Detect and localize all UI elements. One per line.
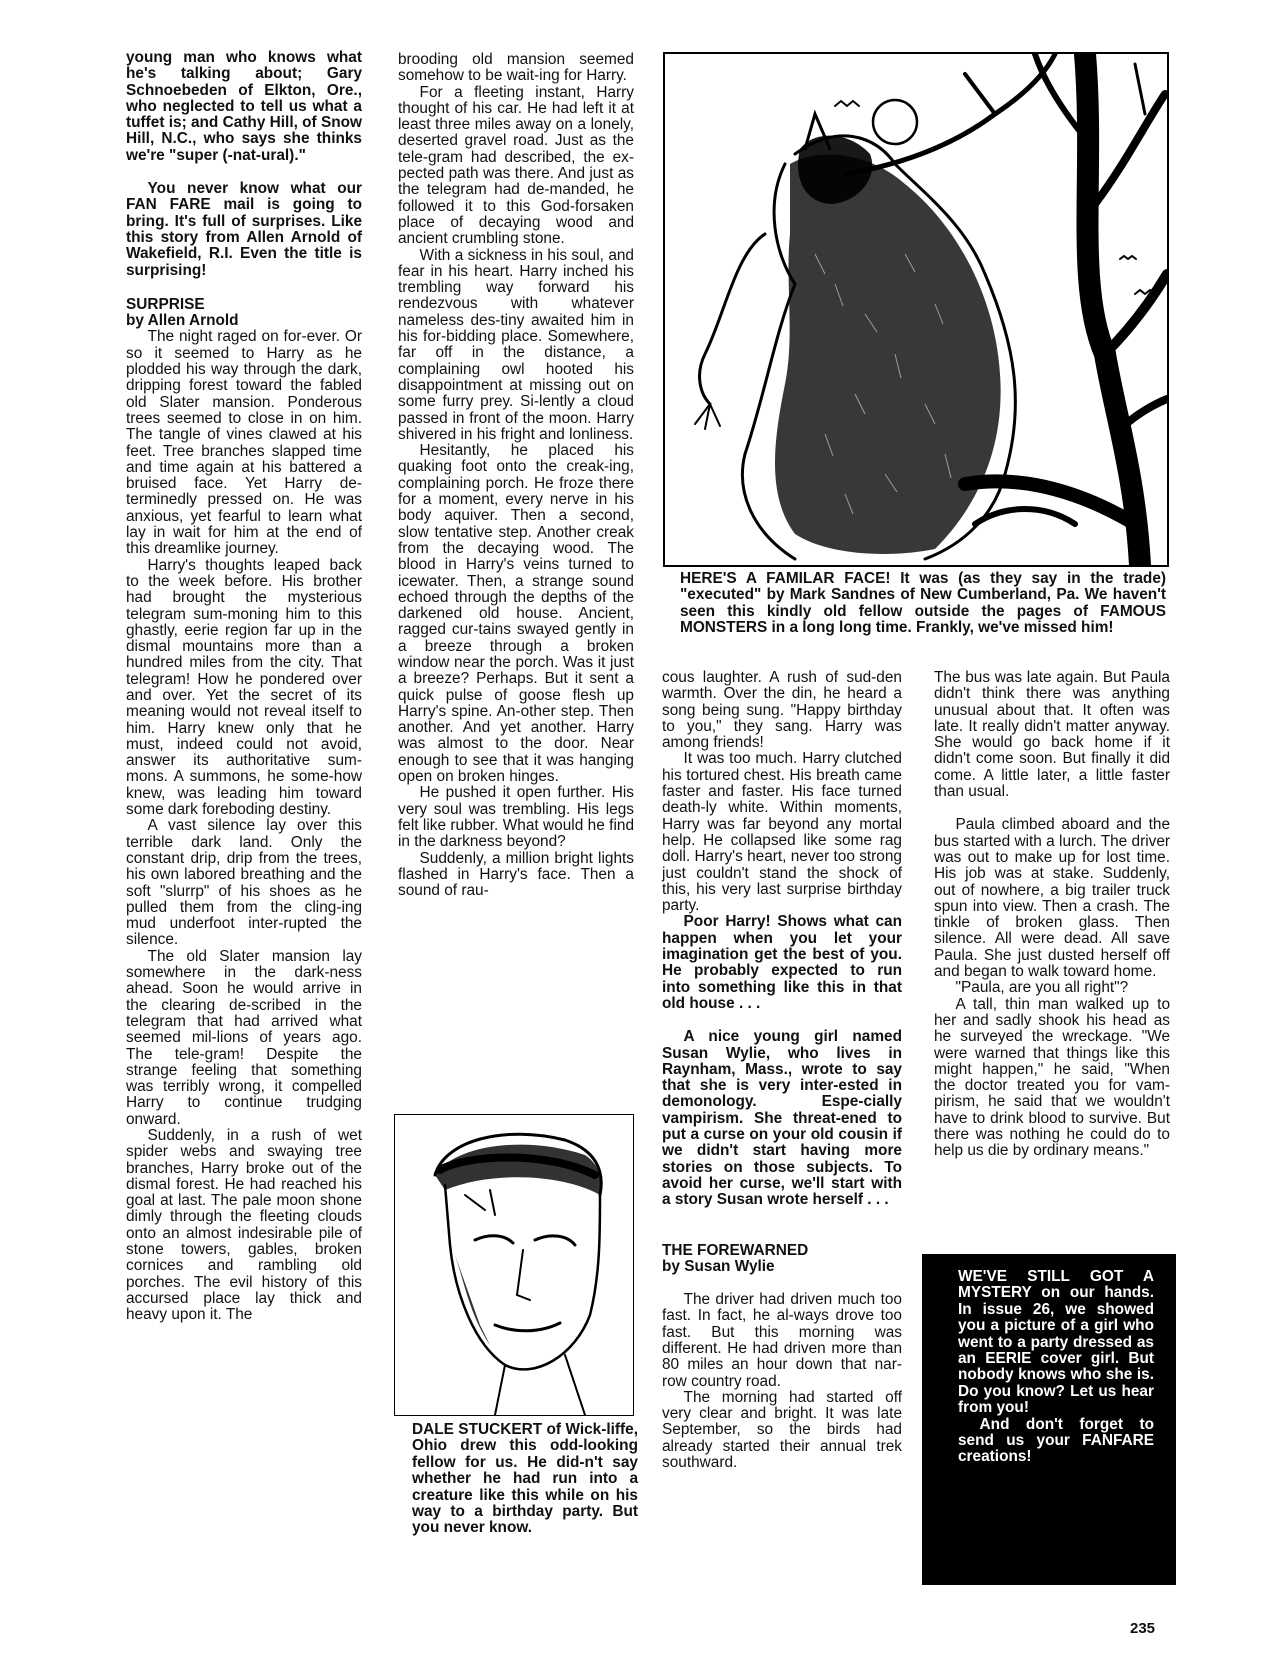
story-paragraph: Suddenly, in a rush of wet spider webs and swaying tree branches, Harry broke out of the dismal forest. He had reached his goal at last. The pale moon shone dimly through the fleeting clouds onto an almost indesirable pile of stone towers, gables, broken cornices and rambling old porches. The evil history of this accursed place lay thick and heavy upon it. The [126, 1127, 362, 1324]
story-paragraph: A tall, thin man walked up to her and sadly shook his head as he surveyed the wreckage. "We were warned that things like this might happen," he said, "When the doctor treated you for vam-pirism, he said that we wouldn't have to drink blood to survive. But there was nothing he could do to help us die by ordinary means." [934, 995, 1170, 1160]
story-paragraph: The bus was late again. But Paula didn't think there was anything unusual about that. It often was late. It really didn't matter anyway. She would go back home if it didn't come soon. But finally it did come. A little later, a little faster than usual. [934, 669, 1170, 801]
story-paragraph: For a fleeting instant, Harry thought of his car. He had left it at least three miles away on a lonely, deserted gravel road. Just as the tele-gram had described, the ex-pected path was there. And just as the telegram had de-manded, he followed it to this God-forsaken place of decaying wood and ancient crumbling stone. [398, 83, 634, 248]
text-column-2 [398, 52, 634, 899]
story-paragraph: Suddenly, a million bright lights flashed in Harry's face. Then a sound of rau- [398, 849, 634, 900]
text-column-1 [126, 50, 362, 1324]
letter-text: young man who knows what he's talking about; Gary Schnoebeden of Elkton, Ore., who neglected to tell us what a tuffet is; and Cathy Hill, of Snow Hill, N.C., who says she thinks we're "super (-nat-ural)." [126, 49, 362, 164]
mystery-text: WE'VE STILL GOT A MYSTERY on our hands. In issue 26, we showed you a picture of a girl who went to a party dressed as an EERIE cover girl. But nobody knows who she is. Do you know? Let us hear from you! [958, 1268, 1154, 1417]
story-paragraph: brooding old mansion seemed somehow to be wait-ing for Harry. [398, 51, 634, 85]
frankenstein-caption: DALE STUCKERT of Wick-liffe, Ohio drew this odd-looking fellow for us. He did-n't say whether he had run into a creature like this while on his way to a birthday party. But you never know. [412, 1421, 638, 1537]
story-paragraph: With a sickness in his soul, and fear in his heart. Harry inched his trembling way forward his rendezvous with whatever nameless des-tiny awaited him in his for-bidding place. Somewhere, far off in the distance, a complaining owl hooted his disappointment at missing out on some furry prey. Si-lently a cloud passed in front of the moon. Harry shivered in his fright and lonliness. [398, 246, 634, 443]
story-paragraph: The morning had started off very clear and bright. It was late September, so the birds had already started their annual trek southward. [662, 1388, 902, 1472]
story-paragraph: The night raged on for-ever. Or so it seemed to Harry as he plodded his way through the dark, dripping forest toward the fabled old Slater mansion. Ponderous trees seemed to close in on him. The tangle of vines clawed at his feet. Tree branches slapped time and time again at his battered a bruised face. Yet Harry de-terminedly pressed on. He was anxious, yet fearful to learn what lay in wait for him at the end of this dreamlike journey. [126, 328, 362, 558]
page-number: 235 [1130, 1620, 1156, 1637]
story-paragraph: He pushed it open further. His very soul was trembling. His legs felt like rubber. What would he find in the darkness beyond? [398, 784, 634, 851]
story-paragraph: A vast silence lay over this terrible dark land. Only the constant drip, drip from the trees, his own labored breathing and the soft "slurrp" of his shoes as he pulled them from the cling-ing mud underfoot inter-rupted the silence. [126, 817, 362, 949]
text-column-3 [662, 670, 902, 1471]
story-paragraph: cous laughter. A rush of sud-den warmth. Over the din, he heard a song being sung. "Happy birthday to you," they sang. Harry was among friends! [662, 669, 902, 752]
frankenstein-drawing [395, 1115, 633, 1415]
mystery-box [922, 1254, 1176, 1585]
story-paragraph: Paula climbed aboard and the bus started with a lurch. The driver was out to make up for lost time. His job was at stake. Suddenly, out of nowhere, a big trailer truck spun into view. Then a crash. The tinkle of broken glass. Then silence. All were dead. All save Paula. She just dusted herself off and began to walk toward home. [934, 816, 1170, 981]
story-paragraph: Harry's thoughts leaped back to the week before. His brother had brought the mysterious telegram sum-moning him to this ghastly, eerie region far up in the dismal mountains more than a hundred miles from the city. That telegram! How he pondered over and over. Yet the secret of its meaning would not reveal itself to him. Harry knew only that he must, indeed could not avoid, answer its authoritative sum-mons. A summons, he some-how knew, was leading him toward some dark foreboding destiny. [126, 556, 362, 819]
story-title: THE FOREWARNED [662, 1241, 809, 1259]
intro-text: You never know what our FAN FARE mail is going to bring. It's full of surprises. Like this story from Allen Arnold of Wakefield, R.I. Even the title is surprising! [126, 180, 362, 279]
frankenstein-illustration [394, 1114, 634, 1416]
story-paragraph: It was too much. Harry clutched his tortured chest. His breath came faster and faster. His face turned death-ly white. Within moments, Harry was far beyond any mortal help. He collapsed like some rag doll. Harry's heart, never too strong just couldn't stand the shock of this, his very last surprise birthday party. [662, 750, 902, 915]
intro-text: A nice young girl named Susan Wylie, who lives in Raynham, Mass., wrote to say that she is very inter-ested in demonology. Espe-cially vampirism. She threat-ened to put a curse on your old cousin if we didn't start having more stories on those subjects. To avoid her curse, we'll start with a story Susan wrote herself . . . [662, 1028, 902, 1209]
story-paragraph: "Paula, are you all right"? [955, 979, 1129, 997]
text-column-4 [934, 670, 1170, 1160]
story-title: SURPRISE [126, 295, 205, 313]
story-paragraph: The driver had driven much too fast. In fact, he al-ways drove too fast. But this morning was different. He had driven more than 80 miles an hour down that nar-row country road. [662, 1291, 902, 1390]
werewolf-drawing [665, 54, 1167, 565]
story-paragraph: Hesitantly, he placed his quaking foot onto the creak-ing, complaining porch. He froze there for a moment, every nerve in his body aquiver. Then a second, slow tentative step. Another creak from the decaying wood. The blood in Harry's veins turned to icewater. Then, a strange sound echoed through the depths of the darkened old house. Ancient, ragged cur-tains swayed gently in a breeze through a broken window near the porch. Was it just a breeze? Perhaps. But it sent a quick pulse of goose flesh up Harry's spine. An-other step. Then another. And yet another. Harry was almost to the door. Near enough to see that it was hanging open on broken hinges. [398, 442, 634, 786]
werewolf-caption: HERE'S A FAMILAR FACE! It was (as they say in the trade) "executed" by Mark Sandnes of New Cumberland, Pa. We haven't seen this kindly old fellow outside the pages of FAMOUS MONSTERS in a long long time. Frankly, we've missed him! [680, 570, 1166, 637]
story-paragraph: The old Slater mansion lay somewhere in the dark-ness ahead. Soon he would arrive in the clearing de-scribed in the telegram that had arrived what seemed mil-lions of years ago. The tele-gram! Despite the strange feeling that something was terribly wrong, it compelled Harry to continue trudging onward. [126, 947, 362, 1128]
editor-comment: Poor Harry! Shows what can happen when you let your imagination get the best of you. He probably expected to run into something like this in that old house . . . [662, 913, 902, 1012]
story-byline: by Susan Wylie [662, 1257, 775, 1275]
werewolf-illustration [663, 52, 1169, 567]
mystery-text: And don't forget to send us your FANFARE creations! [958, 1415, 1154, 1466]
story-byline: by Allen Arnold [126, 312, 239, 330]
